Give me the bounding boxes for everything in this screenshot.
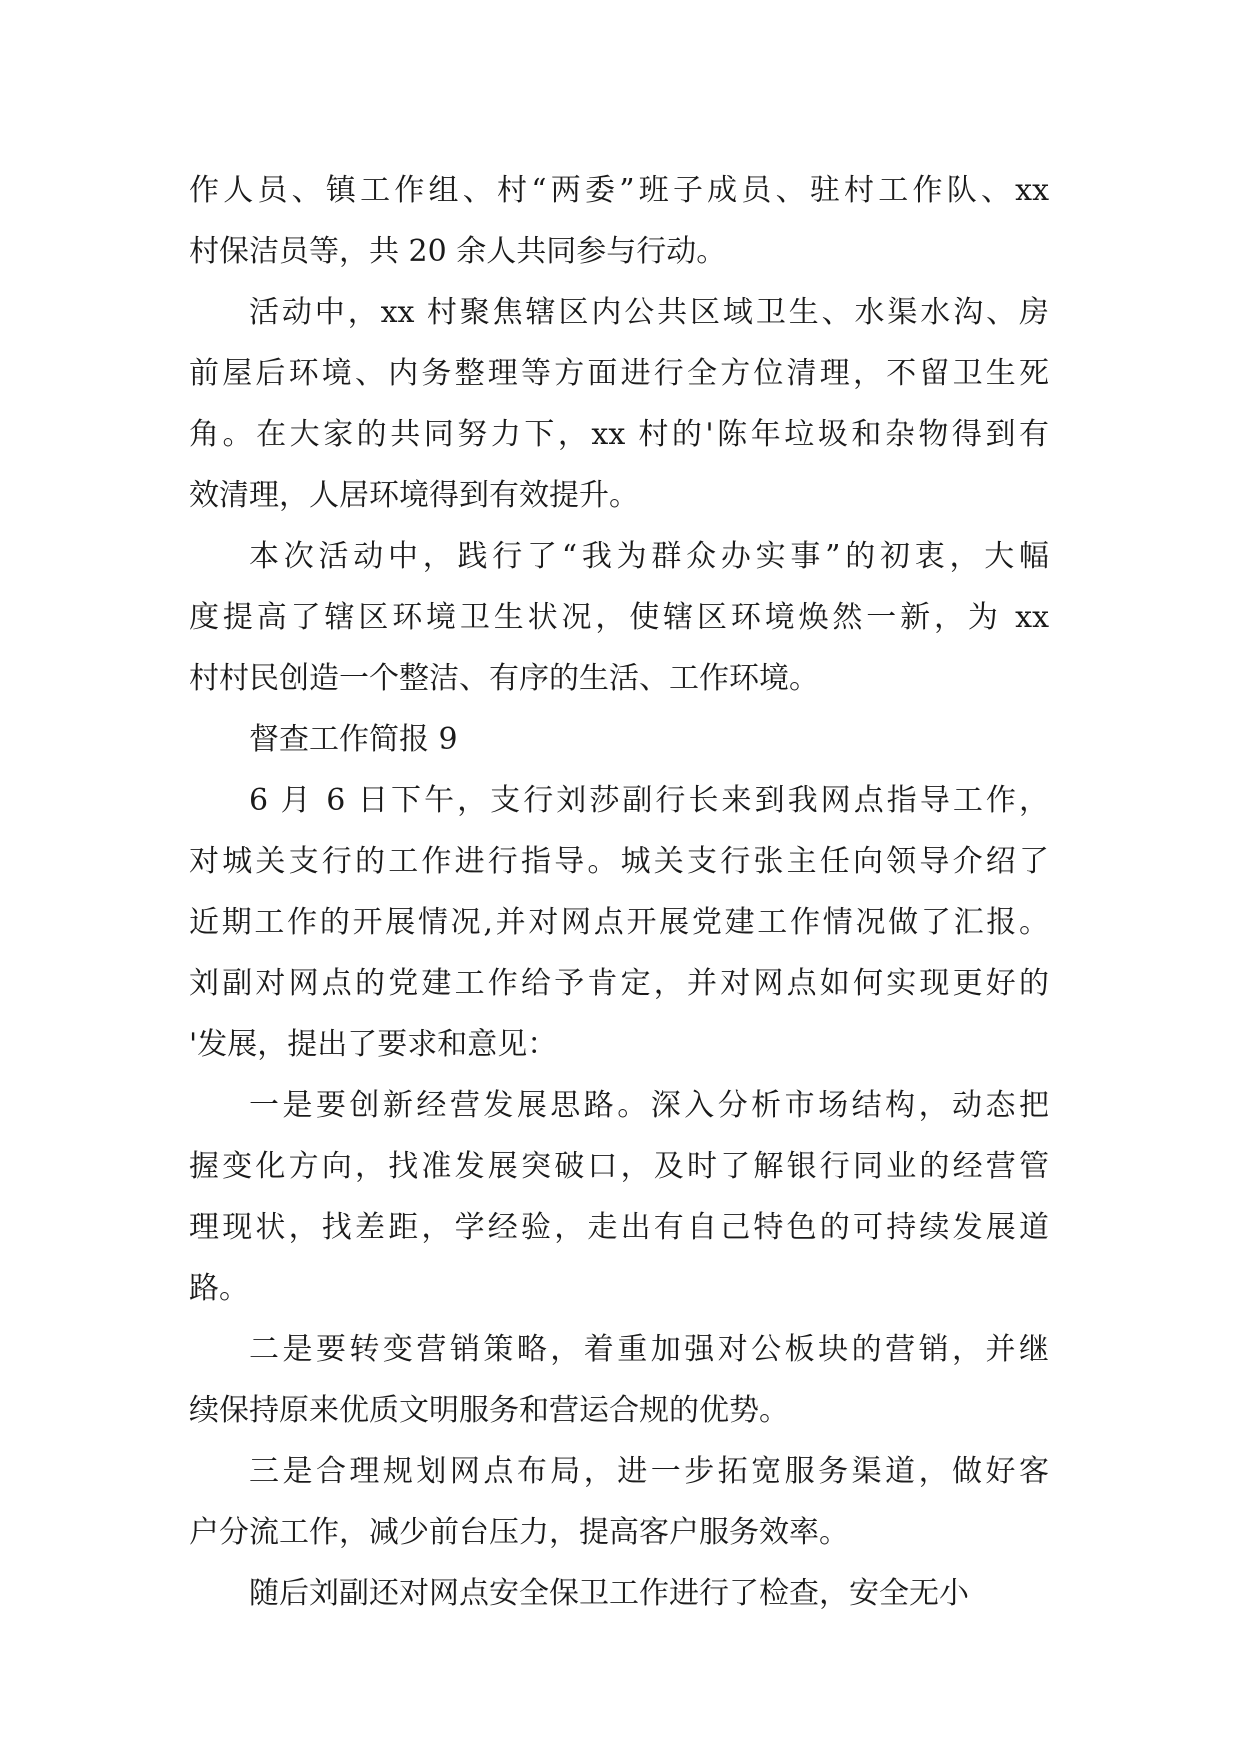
text-line: 村保洁员等，共 20 余人共同参与行动。 (189, 234, 727, 269)
text-line: 理现状，找差距，学经验，走出有自己特色的可持续发展道 (189, 1210, 1049, 1245)
text-line: 握变化方向，找准发展突破口，及时了解银行同业的经营管 (189, 1149, 1049, 1184)
paragraph-p9 (189, 1563, 1049, 1624)
text-line: 近期工作的开展情况,并对网点开展党建工作情况做了汇报。 (189, 905, 1049, 940)
text-line: 路。 (189, 1271, 249, 1306)
paragraph-p8 (189, 1441, 1049, 1563)
text-line: '发展，提出了要求和意见： (189, 1027, 558, 1062)
paragraph-p3 (189, 526, 1049, 709)
paragraph-p7 (189, 1319, 1049, 1441)
text-line: 刘副对网点的党建工作给予肯定，并对网点如何实现更好的 (189, 966, 1049, 1001)
text-line: 度提高了辖区环境卫生状况，使辖区环境焕然一新，为 xx (189, 600, 1049, 635)
text-line: 村村民创造一个整洁、有序的生活、工作环境。 (189, 661, 819, 696)
text-line: 三是合理规划网点布局，进一步拓宽服务渠道，做好客 (249, 1454, 1049, 1489)
text-line: 二是要转变营销策略，着重加强对公板块的营销，并继 (249, 1332, 1049, 1367)
text-line: 户分流工作，减少前台压力，提高客户服务效率。 (189, 1515, 849, 1550)
paragraph-p4 (189, 709, 1049, 770)
text-line: 前屋后环境、内务整理等方面进行全方位清理，不留卫生死 (189, 356, 1049, 391)
text-line: 对城关支行的工作进行指导。城关支行张主任向领导介绍了 (189, 844, 1049, 879)
paragraph-p6 (189, 1075, 1049, 1319)
text-line: 一是要创新经营发展思路。深入分析市场结构，动态把 (249, 1088, 1049, 1123)
text-line: 本次活动中，践行了“我为群众办实事”的初衷，大幅 (249, 539, 1049, 574)
text-line: 随后刘副还对网点安全保卫工作进行了检查，安全无小 (249, 1576, 969, 1611)
paragraph-p1 (189, 160, 1049, 282)
text-line: 活动中，xx 村聚焦辖区内公共区域卫生、水渠水沟、房 (249, 295, 1049, 330)
text-line: 效清理，人居环境得到有效提升。 (189, 478, 639, 513)
document-body (189, 160, 1049, 1624)
text-line: 作人员、镇工作组、村“两委”班子成员、驻村工作队、xx (189, 173, 1049, 208)
paragraph-p5 (189, 770, 1049, 1075)
paragraph-p2 (189, 282, 1049, 526)
text-line: 角。在大家的共同努力下，xx 村的'陈年垃圾和杂物得到有 (189, 417, 1049, 452)
text-line: 6 月 6 日下午，支行刘莎副行长来到我网点指导工作， (249, 783, 1049, 818)
text-line: 续保持原来优质文明服务和营运合规的优势。 (189, 1393, 789, 1428)
text-line: 督查工作简报 9 (249, 722, 458, 757)
